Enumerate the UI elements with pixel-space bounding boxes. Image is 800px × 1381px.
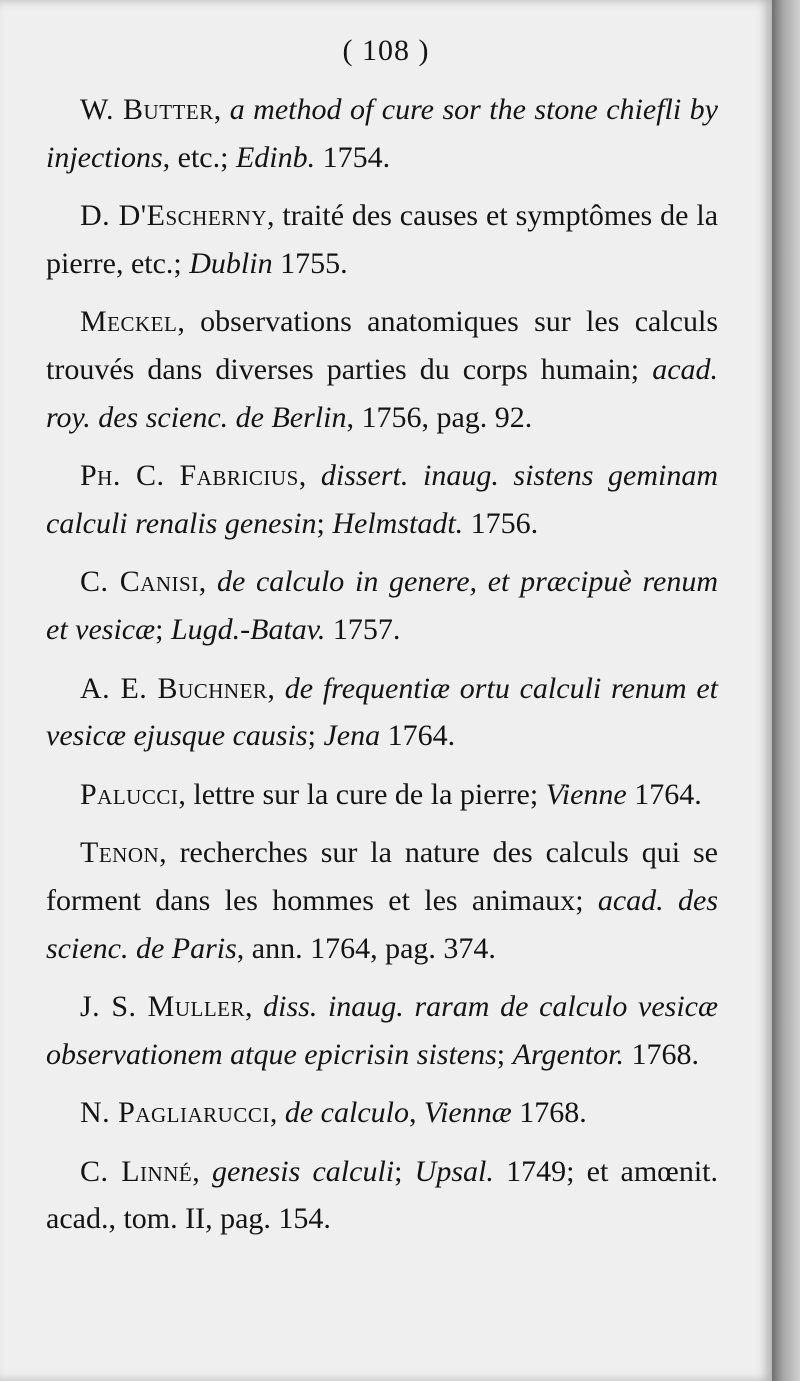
- bibliography-entry: Palucci, lettre sur la cure de la pierre; Vienne 1764.: [80, 777, 702, 811]
- author-name: Ph. C. Fabricius: [80, 459, 299, 493]
- bibliography-entry: A. E. Buchner, de frequentiæ ortu calculi renum et vesicæ ejusque causis; Jena 1764.: [46, 671, 719, 753]
- author-name: Tenon: [80, 836, 160, 870]
- work-title: de frequentiæ ortu calculi renum et vesicæ ejusque causis: [46, 671, 719, 753]
- work-title: a method of cure sor the stone chiefli by injections: [46, 93, 718, 174]
- publication-place: Jena: [323, 719, 381, 753]
- author-name: C. Linné: [80, 1154, 193, 1188]
- publication-place: Argentor.: [512, 1037, 625, 1071]
- publication-place: acad. roy. des scienc. de Berlin: [46, 352, 719, 434]
- publication-place: Lugd.-Batav.: [170, 612, 326, 646]
- bibliography-entry: D. D'Escherny, traité des causes et symptômes de la pierre, etc.; Dublin 1755.: [46, 199, 719, 280]
- publication-details: 1768.: [624, 1037, 700, 1071]
- publication-place: Helmstadt.: [332, 506, 464, 540]
- publication-details: 1764.: [380, 719, 456, 753]
- author-name: W. Butter: [80, 93, 214, 126]
- work-title: de calculo in genere, et præcipuè renum et vesicæ: [46, 565, 718, 646]
- publication-place: Viennæ: [423, 1096, 512, 1130]
- page-number: ( 108 ): [342, 34, 430, 67]
- publication-details: 1768.: [511, 1096, 587, 1130]
- bibliography-entry: J. S. Muller, diss. inaug. raram de calculo vesicæ observationem atque epicrisin sistens; Argentor. 1768.: [46, 990, 718, 1071]
- bibliography-entry: Ph. C. Fabricius, dissert. inaug. sistens geminam calculi renalis genesin; Helmstadt. 1756.: [46, 459, 719, 540]
- publication-details: 1755.: [272, 246, 348, 280]
- author-name: D. D'Escherny: [80, 199, 267, 233]
- publication-place: Edinb.: [235, 140, 316, 174]
- author-name: Palucci: [80, 777, 179, 811]
- publication-place: Upsal.: [414, 1154, 494, 1188]
- publication-details: , 1756, pag. 92.: [346, 400, 533, 434]
- publication-place: Dublin: [189, 246, 273, 280]
- bibliography-entry: Tenon, recherches sur la nature des calculs qui se forment dans les hommes et les animaux; acad. des scienc. de Paris, ann. 1764, pag. 374.: [46, 836, 718, 965]
- publication-details: 1764.: [626, 777, 702, 811]
- author-name: N. Pagliarucci: [80, 1096, 270, 1130]
- work-title: lettre sur la cure de la pierre: [193, 777, 530, 811]
- publication-place: acad. des scienc. de Paris: [46, 883, 718, 965]
- work-title: diss. inaug. raram de calculo vesicæ observationem atque epicrisin sistens: [46, 990, 718, 1071]
- bibliography-list: [46, 86, 718, 1254]
- publication-details: , ann. 1764, pag. 374.: [236, 931, 496, 965]
- bibliography-entry: W. Butter, a method of cure sor the stone chiefli by injections, etc.; Edinb. 1754.: [46, 93, 718, 174]
- work-title: dissert. inaug. sistens geminam calculi renalis genesin: [46, 459, 719, 540]
- work-title: recherches sur la nature des calculs qui se forment dans les hommes et les animaux: [46, 836, 718, 917]
- author-name: C. Canisi: [80, 565, 199, 599]
- author-name: J. S. Muller: [80, 990, 245, 1024]
- page-edge-shadow: [772, 0, 800, 1381]
- publication-details: 1757.: [325, 612, 401, 646]
- author-name: Meckel: [80, 305, 178, 339]
- bibliography-entry: C. Canisi, de calculo in genere, et præcipuè renum et vesicæ; Lugd.-Batav. 1757.: [46, 565, 718, 646]
- bibliography-entry: N. Pagliarucci, de calculo, Viennæ 1768.: [80, 1096, 587, 1130]
- work-title: observations anatomiques sur les calculs trouvés dans diverses parties du corps humain: [46, 305, 718, 386]
- work-title: genesis calculi: [211, 1154, 395, 1188]
- bibliography-entry: Meckel, observations anatomiques sur les calculs trouvés dans diverses parties du corps humain; acad. roy. des scienc. de Berlin, 1756, pag. 92.: [46, 305, 719, 434]
- work-title: de calculo: [284, 1096, 409, 1130]
- publication-details: 1749; et amœnit. acad., tom. II, pag. 154.: [46, 1154, 718, 1236]
- publication-details: 1756.: [463, 506, 539, 540]
- publication-details: 1754.: [315, 140, 391, 174]
- bibliography-entry: C. Linné, genesis calculi; Upsal. 1749; et amœnit. acad., tom. II, pag. 154.: [46, 1154, 718, 1236]
- work-title: traité des causes et symptômes de la pierre: [46, 199, 719, 280]
- author-name: A. E. Buchner: [80, 671, 268, 705]
- publication-place: Vienne: [545, 777, 627, 811]
